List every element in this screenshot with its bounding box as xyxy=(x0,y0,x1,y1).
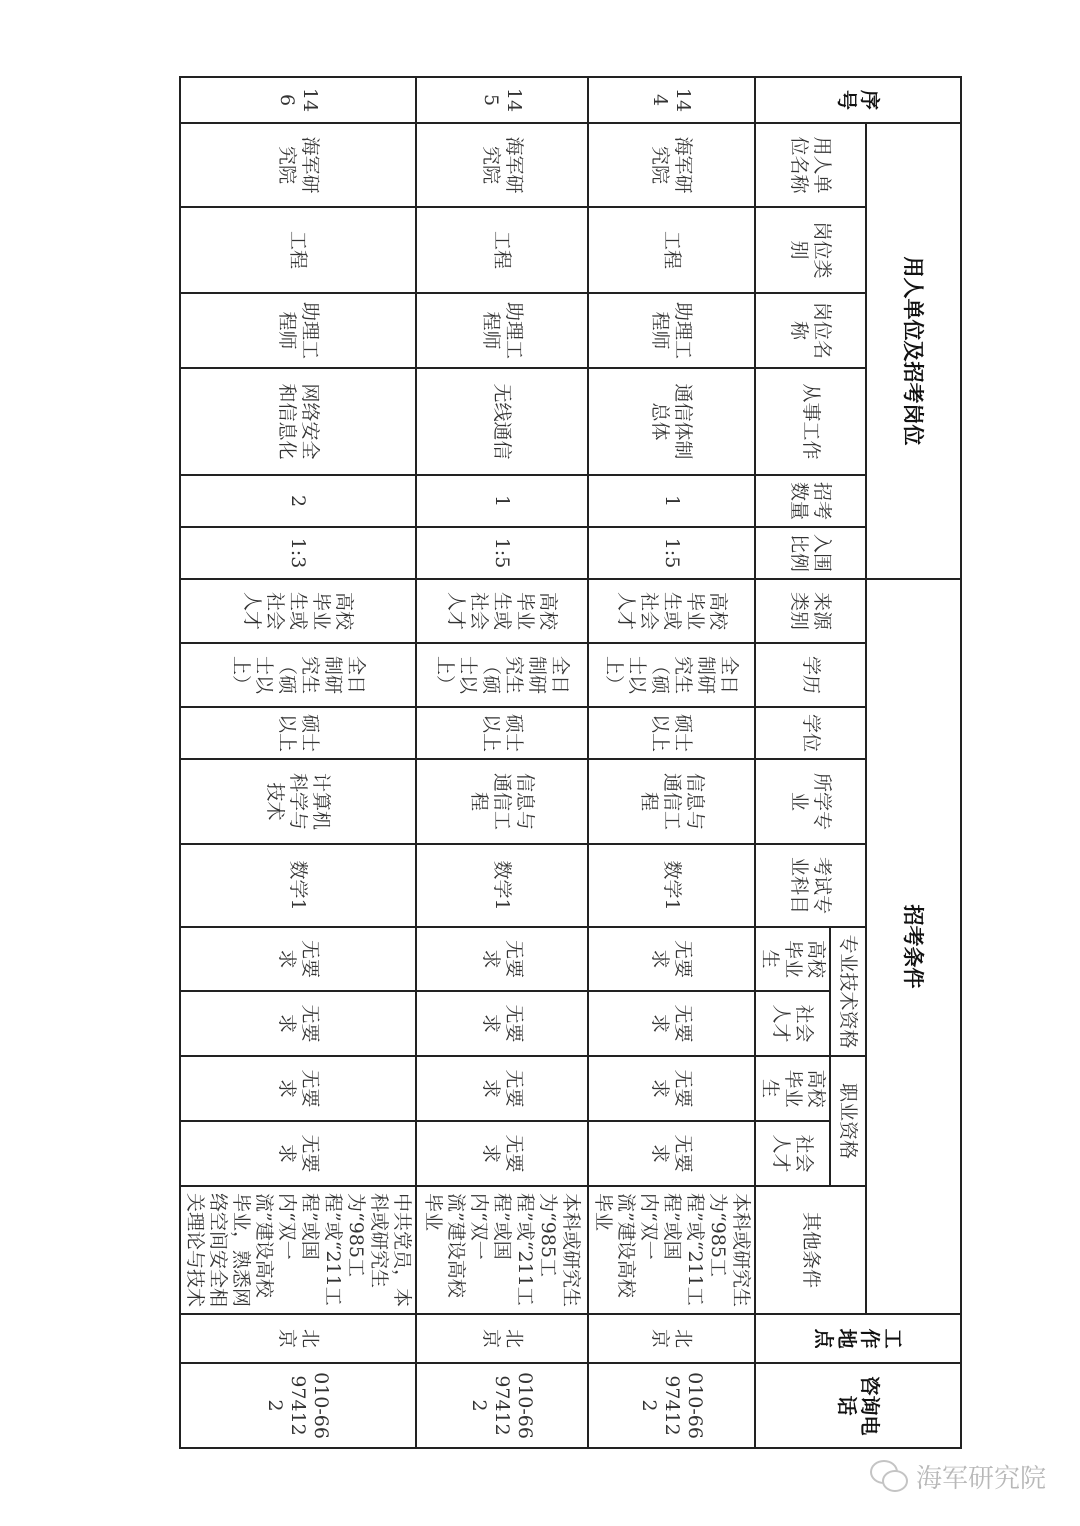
cell-category: 工程 xyxy=(180,207,416,293)
cell-other: 中共党员，本科或研究生为“985工程”或“211工程”或国内“双一流”建设高校毕业，熟悉网络空间安全相关理论与技术 xyxy=(180,1186,416,1314)
header-group-unit: 用人单位及招考岗位 xyxy=(866,123,961,579)
cell-phone: 010-66974122 xyxy=(180,1363,416,1448)
cell-major: 信息与通信工程 xyxy=(588,759,755,844)
cell-exam: 数学1 xyxy=(416,844,588,927)
cell-education: 全日制研究生（硕士以上） xyxy=(180,643,416,707)
recruitment-table xyxy=(179,76,962,1449)
cell-position: 助理工程师 xyxy=(180,293,416,368)
cell-exam: 数学1 xyxy=(588,844,755,927)
cell-work: 网络安全和信息化 xyxy=(180,368,416,475)
table-row xyxy=(180,77,416,1448)
cell-location: 北京 xyxy=(588,1314,755,1363)
cell-category: 工程 xyxy=(588,207,755,293)
cell-major: 计算机科学与技术 xyxy=(180,759,416,844)
cell-other: 本科或研究生为“985工程”或“211工程”或国内“双一流”建设高校毕业 xyxy=(588,1186,755,1314)
header-education: 学历 xyxy=(755,643,866,707)
cell-tech-social: 无要求 xyxy=(180,991,416,1056)
cell-ratio: 1:5 xyxy=(416,527,588,579)
header-seq: 序号 xyxy=(755,77,961,123)
cell-unit: 海军研究院 xyxy=(588,123,755,207)
cell-seq: 145 xyxy=(416,77,588,123)
cell-phone: 010-66974122 xyxy=(588,1363,755,1448)
cell-source: 高校毕业生或社会人才 xyxy=(180,579,416,643)
cell-prof-social: 无要求 xyxy=(180,1121,416,1186)
cell-degree: 硕士以上 xyxy=(588,707,755,759)
cell-location: 北京 xyxy=(180,1314,416,1363)
header-work-location: 工作地点 xyxy=(755,1314,961,1363)
wechat-icon xyxy=(870,1460,908,1494)
cell-unit: 海军研究院 xyxy=(180,123,416,207)
cell-ratio: 1:3 xyxy=(180,527,416,579)
header-phone: 咨询电话 xyxy=(755,1363,961,1448)
watermark xyxy=(870,1458,1046,1495)
cell-work: 通信体制总体 xyxy=(588,368,755,475)
cell-other: 本科或研究生为“985工程”或“211工程”或国内“双一流”建设高校毕业 xyxy=(416,1186,588,1314)
header-prof-social: 社会人才 xyxy=(755,1121,830,1186)
cell-location: 北京 xyxy=(416,1314,588,1363)
cell-education: 全日制研究生（硕士以上） xyxy=(588,643,755,707)
cell-count: 1 xyxy=(588,475,755,527)
cell-seq: 146 xyxy=(180,77,416,123)
cell-prof-grad: 无要求 xyxy=(180,1056,416,1121)
cell-tech-grad: 无要求 xyxy=(588,927,755,991)
header-post-name: 岗位名称 xyxy=(755,293,866,368)
cell-position: 助理工程师 xyxy=(588,293,755,368)
cell-degree: 硕士以上 xyxy=(180,707,416,759)
cell-unit: 海军研究院 xyxy=(416,123,588,207)
cell-source: 高校毕业生或社会人才 xyxy=(416,579,588,643)
cell-seq: 144 xyxy=(588,77,755,123)
cell-prof-grad: 无要求 xyxy=(588,1056,755,1121)
header-ratio: 入围比例 xyxy=(755,527,866,579)
cell-count: 1 xyxy=(416,475,588,527)
cell-prof-social: 无要求 xyxy=(588,1121,755,1186)
header-prof-grad: 高校毕业生 xyxy=(755,1056,830,1121)
table-row xyxy=(416,77,588,1448)
header-tech-social: 社会人才 xyxy=(755,991,830,1056)
cell-category: 工程 xyxy=(416,207,588,293)
cell-exam: 数学1 xyxy=(180,844,416,927)
cell-prof-grad: 无要求 xyxy=(416,1056,588,1121)
cell-position: 助理工程师 xyxy=(416,293,588,368)
header-work: 从事工作 xyxy=(755,368,866,475)
watermark-text: 海军研究院 xyxy=(916,1464,1047,1494)
cell-major: 信息与通信工程 xyxy=(416,759,588,844)
cell-source: 高校毕业生或社会人才 xyxy=(588,579,755,643)
cell-tech-grad: 无要求 xyxy=(180,927,416,991)
header-major: 所学专业 xyxy=(755,759,866,844)
header-tech-qualification: 专业技术资格 xyxy=(830,927,866,1056)
header-count: 招考数量 xyxy=(755,475,866,527)
cell-count: 2 xyxy=(180,475,416,527)
cell-phone: 010-66974122 xyxy=(416,1363,588,1448)
header-exam: 考试专业科目 xyxy=(755,844,866,927)
cell-tech-social: 无要求 xyxy=(416,991,588,1056)
cell-tech-social: 无要求 xyxy=(588,991,755,1056)
header-source: 来源类别 xyxy=(755,579,866,643)
header-unit-name: 用人单位名称 xyxy=(755,123,866,207)
cell-education: 全日制研究生（硕士以上） xyxy=(416,643,588,707)
header-post-category: 岗位类别 xyxy=(755,207,866,293)
cell-work: 无线通信 xyxy=(416,368,588,475)
rotated-recruitment-table xyxy=(184,76,962,1447)
header-other: 其他条件 xyxy=(755,1186,866,1314)
header-group-conditions: 招考条件 xyxy=(866,579,961,1314)
cell-ratio: 1:5 xyxy=(588,527,755,579)
header-prof-qualification: 职业资格 xyxy=(830,1056,866,1186)
cell-tech-grad: 无要求 xyxy=(416,927,588,991)
header-tech-grad: 高校毕业生 xyxy=(755,927,830,991)
table-row xyxy=(588,77,755,1448)
cell-prof-social: 无要求 xyxy=(416,1121,588,1186)
header-degree: 学位 xyxy=(755,707,866,759)
cell-degree: 硕士以上 xyxy=(416,707,588,759)
